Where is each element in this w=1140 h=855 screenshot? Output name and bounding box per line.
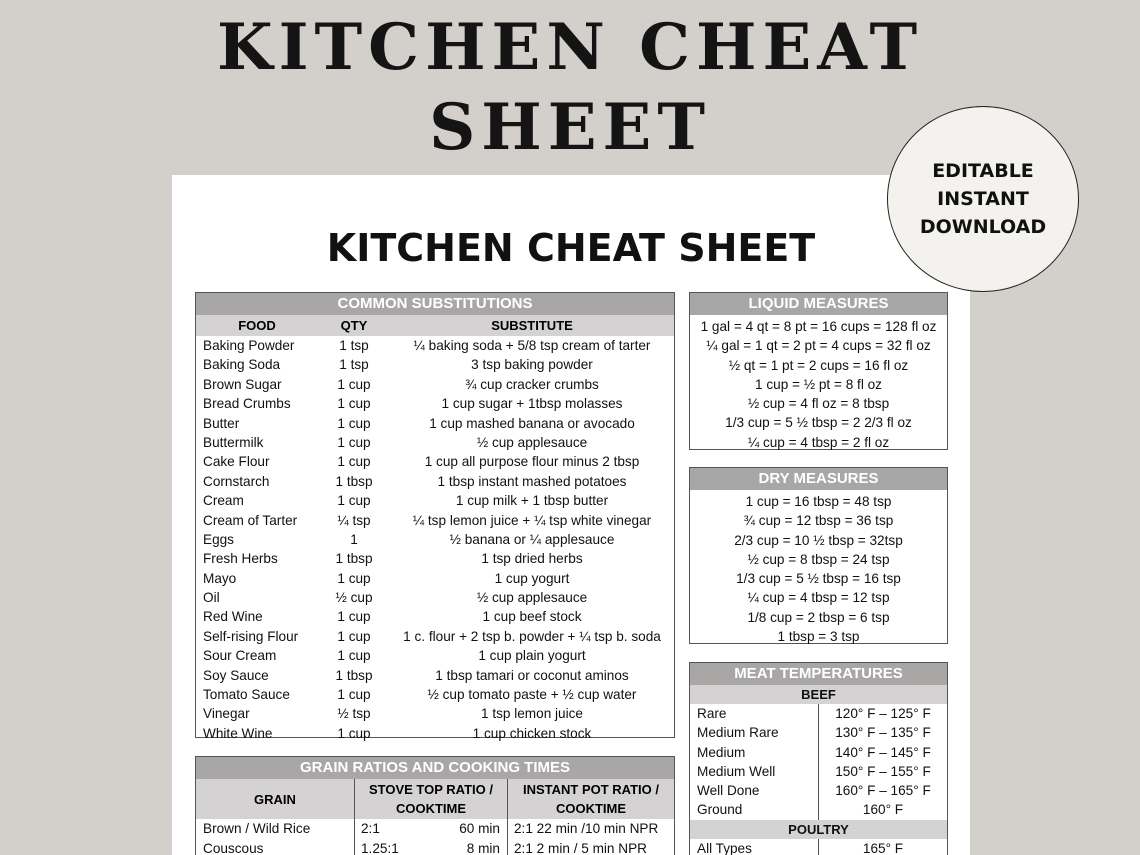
column-header-qty: QTY <box>340 318 368 333</box>
table-row <box>196 839 674 855</box>
table-row <box>196 414 674 433</box>
substitute-cell: 1 cup milk + 1 tbsp butter <box>455 493 609 509</box>
list-item: ¼ cup = 4 tbsp = 2 fl oz <box>747 434 890 450</box>
substitute-cell: 1 tsp lemon juice <box>480 706 583 722</box>
temperature-cell: 160° F <box>862 802 904 818</box>
stove-ratio: 2:1 <box>361 821 380 836</box>
instant-pot-cell: 2:1 22 min /10 min NPR <box>514 821 659 836</box>
qty-cell: ¼ tsp <box>337 512 371 528</box>
hero-title-line2: SHEET <box>429 90 711 165</box>
stove-time: 8 min <box>466 840 500 855</box>
temperature-cell: 165° F <box>862 840 904 855</box>
substitute-cell: ½ cup applesauce <box>476 434 588 450</box>
substitutions-table <box>195 292 675 741</box>
list-item: 2/3 cup = 10 ½ tbsp = 32tsp <box>734 532 903 548</box>
badge-line: INSTANT <box>937 188 1029 210</box>
qty-cell: 1 cup <box>337 454 371 470</box>
food-cell: Cake Flour <box>203 454 270 470</box>
qty-cell: 1 cup <box>337 493 371 509</box>
table-row <box>690 723 947 742</box>
table-row <box>196 588 674 607</box>
sheet-title: KITCHEN CHEAT SHEET <box>326 226 816 270</box>
food-cell: Tomato Sauce <box>203 687 290 703</box>
substitute-cell: 1 cup beef stock <box>482 609 582 625</box>
beef-rows <box>690 704 947 820</box>
list-item: 1 gal = 4 qt = 8 pt = 16 cups = 128 fl oz <box>700 319 937 334</box>
table-row <box>196 491 674 510</box>
qty-cell: 1 cup <box>337 434 371 450</box>
substitute-cell: 1 cup all purpose flour minus 2 tbsp <box>424 454 640 470</box>
table-row <box>196 394 674 413</box>
ip-header-line1: INSTANT POT RATIO / <box>522 782 659 797</box>
substitute-cell: 1 c. flour + 2 tsp b. powder + ¼ tsp b. soda <box>403 628 661 644</box>
substitute-cell: 1 cup plain yogurt <box>478 648 586 664</box>
list-item: ½ cup = 4 fl oz = 8 tbsp <box>747 396 890 412</box>
dry-measures-heading: DRY MEASURES <box>690 468 947 490</box>
substitutions-heading: COMMON SUBSTITUTIONS <box>196 293 674 315</box>
table-row <box>690 839 947 855</box>
grain-ratios-heading: GRAIN RATIOS AND COOKING TIMES <box>196 757 674 779</box>
table-row <box>196 452 674 471</box>
liquid-measures-rows <box>690 315 947 452</box>
table-row <box>196 375 674 394</box>
grain-ratios-table <box>195 756 675 855</box>
food-cell: Sour Cream <box>203 648 277 664</box>
substitute-cell: 1 cup yogurt <box>494 570 570 586</box>
food-cell: Eggs <box>203 531 234 547</box>
doneness-cell: Medium Well <box>690 762 819 781</box>
substitute-cell: ¼ tsp lemon juice + ¼ tsp white vinegar <box>412 512 652 528</box>
editable-download-badge <box>887 106 1079 292</box>
table-row <box>196 704 674 723</box>
table-row <box>196 569 674 588</box>
table-row <box>196 511 674 530</box>
qty-cell: 1 <box>350 531 358 547</box>
food-cell: Soy Sauce <box>203 667 269 683</box>
column-header-stove-top <box>355 779 508 819</box>
substitute-cell: 1 tbsp instant mashed potatoes <box>437 473 627 489</box>
badge-line: DOWNLOAD <box>919 216 1047 238</box>
stove-ratio: 1.25:1 <box>361 840 399 855</box>
food-cell: Cornstarch <box>203 473 270 489</box>
grain-name-cell: Couscous <box>196 839 355 855</box>
qty-cell: 1 cup <box>337 648 371 664</box>
list-item: 1/3 cup = 5 ½ tbsp = 2 2/3 fl oz <box>725 415 912 431</box>
substitutions-rows <box>196 336 674 743</box>
doneness-cell: Medium <box>690 743 819 762</box>
qty-cell: 1 cup <box>337 415 371 431</box>
substitutions-column-headers <box>196 315 674 336</box>
list-item: 1 cup = ½ pt = 8 fl oz <box>755 376 882 392</box>
list-item: 1 tbsp = 3 tsp <box>777 629 860 645</box>
stove-top-cell <box>355 839 508 855</box>
qty-cell: 1 cup <box>337 396 371 412</box>
qty-cell: 1 cup <box>337 628 371 644</box>
table-row <box>196 472 674 491</box>
poultry-rows <box>690 839 947 855</box>
dry-measures-table <box>689 467 948 644</box>
qty-cell: 1 tbsp <box>335 551 373 567</box>
stove-header-line2: COOKTIME <box>395 801 467 816</box>
table-row <box>690 781 947 800</box>
food-cell: White Wine <box>203 725 273 741</box>
doneness-cell: All Types <box>690 839 819 855</box>
table-row <box>196 666 674 685</box>
substitute-cell: 1 cup sugar + 1tbsp molasses <box>441 396 623 412</box>
table-row <box>690 743 947 762</box>
qty-cell: 1 cup <box>337 570 371 586</box>
substitute-cell: 1 tsp dried herbs <box>481 551 583 567</box>
substitute-cell: 1 cup chicken stock <box>472 725 592 741</box>
stove-time: 60 min <box>459 821 500 836</box>
substitute-cell: ½ banana or ¼ applesauce <box>449 531 615 547</box>
substitute-cell: ½ cup applesauce <box>476 590 588 606</box>
grain-name-cell: Brown / Wild Rice <box>196 819 355 839</box>
hero-title-line1: KITCHEN CHEAT <box>216 10 924 85</box>
substitute-cell: ½ cup tomato paste + ½ cup water <box>427 687 637 703</box>
food-cell: Bread Crumbs <box>203 396 291 412</box>
food-cell: Self-rising Flour <box>203 628 299 644</box>
temperature-cell: 120° F – 125° F <box>835 706 931 721</box>
qty-cell: 1 tbsp <box>335 667 373 683</box>
food-cell: Mayo <box>203 570 237 586</box>
substitute-cell: ¼ baking soda + 5/8 tsp cream of tarter <box>413 338 651 353</box>
list-item: 1/8 cup = 2 tbsp = 6 tsp <box>747 609 890 625</box>
table-row <box>196 607 674 626</box>
qty-cell: 1 cup <box>337 725 371 741</box>
qty-cell: 1 tsp <box>339 338 369 353</box>
poultry-subheading: POULTRY <box>690 820 947 839</box>
doneness-cell: Rare <box>690 704 819 723</box>
list-item: ½ qt = 1 pt = 2 cups = 16 fl oz <box>728 357 909 373</box>
temperature-cell: 130° F – 135° F <box>835 725 931 741</box>
meat-temperatures-table <box>689 662 948 855</box>
food-cell: Cream of Tarter <box>203 512 298 528</box>
food-cell: Vinegar <box>203 706 250 722</box>
food-cell: Buttermilk <box>203 434 264 450</box>
table-row <box>196 549 674 568</box>
substitute-cell: ¾ cup cracker crumbs <box>465 376 599 392</box>
qty-cell: 1 cup <box>337 376 371 392</box>
doneness-cell: Medium Rare <box>690 723 819 742</box>
substitute-cell: 3 tsp baking powder <box>471 357 593 373</box>
list-item: ¼ cup = 4 tbsp = 12 tsp <box>747 590 890 606</box>
list-item: ½ cup = 8 tbsp = 24 tsp <box>747 551 890 567</box>
table-row <box>690 704 947 723</box>
table-row <box>196 355 674 374</box>
table-row <box>196 685 674 704</box>
table-row <box>196 336 674 355</box>
qty-cell: ½ tsp <box>337 706 371 722</box>
stove-header-line1: STOVE TOP RATIO / <box>368 782 493 797</box>
list-item: ¾ cup = 12 tbsp = 36 tsp <box>743 513 894 529</box>
beef-subheading: BEEF <box>690 685 947 704</box>
food-cell: Fresh Herbs <box>203 551 278 567</box>
temperature-cell: 150° F – 155° F <box>835 763 931 779</box>
column-header-instant-pot <box>508 779 674 819</box>
qty-cell: 1 tbsp <box>335 473 373 489</box>
doneness-cell: Ground <box>690 800 819 819</box>
ip-header-line2: COOKTIME <box>555 801 627 816</box>
table-row <box>196 627 674 646</box>
qty-cell: 1 cup <box>337 687 371 703</box>
table-row <box>690 762 947 781</box>
dry-measures-rows <box>690 490 947 646</box>
food-cell: Baking Soda <box>203 357 281 373</box>
stove-top-cell <box>355 819 508 839</box>
food-cell: Butter <box>203 415 240 431</box>
food-cell: Oil <box>203 590 220 606</box>
qty-cell: 1 tsp <box>339 357 369 373</box>
liquid-measures-table <box>689 292 948 450</box>
qty-cell: 1 cup <box>337 609 371 625</box>
table-row <box>196 530 674 549</box>
food-cell: Baking Powder <box>203 338 295 353</box>
list-item: ¼ gal = 1 qt = 2 pt = 4 cups = 32 fl oz <box>706 338 931 354</box>
grain-column-headers <box>196 779 674 819</box>
doneness-cell: Well Done <box>690 781 819 800</box>
meat-temperatures-heading: MEAT TEMPERATURES <box>690 663 947 685</box>
list-item: 1 cup = 16 tbsp = 48 tsp <box>745 494 892 509</box>
table-row <box>196 646 674 665</box>
table-row <box>690 800 947 819</box>
column-header-grain: GRAIN <box>196 779 355 819</box>
column-header-substitute: SUBSTITUTE <box>491 318 573 333</box>
badge-line: EDITABLE <box>932 160 1034 182</box>
list-item: 1/3 cup = 5 ½ tbsp = 16 tsp <box>736 571 901 587</box>
grain-rows <box>196 819 674 855</box>
instant-pot-cell: 2:1 2 min / 5 min NPR <box>514 840 647 855</box>
table-row <box>196 819 674 839</box>
column-header-food: FOOD <box>238 318 276 333</box>
qty-cell: ½ cup <box>335 590 373 606</box>
liquid-measures-heading: LIQUID MEASURES <box>690 293 947 315</box>
table-row <box>196 433 674 452</box>
temperature-cell: 160° F – 165° F <box>835 783 931 799</box>
food-cell: Red Wine <box>203 609 263 625</box>
substitute-cell: 1 tbsp tamari or coconut aminos <box>435 667 629 683</box>
substitute-cell: 1 cup mashed banana or avocado <box>429 415 635 431</box>
food-cell: Brown Sugar <box>203 376 282 392</box>
temperature-cell: 140° F – 145° F <box>835 744 931 760</box>
table-row <box>196 724 674 743</box>
food-cell: Cream <box>203 493 244 509</box>
